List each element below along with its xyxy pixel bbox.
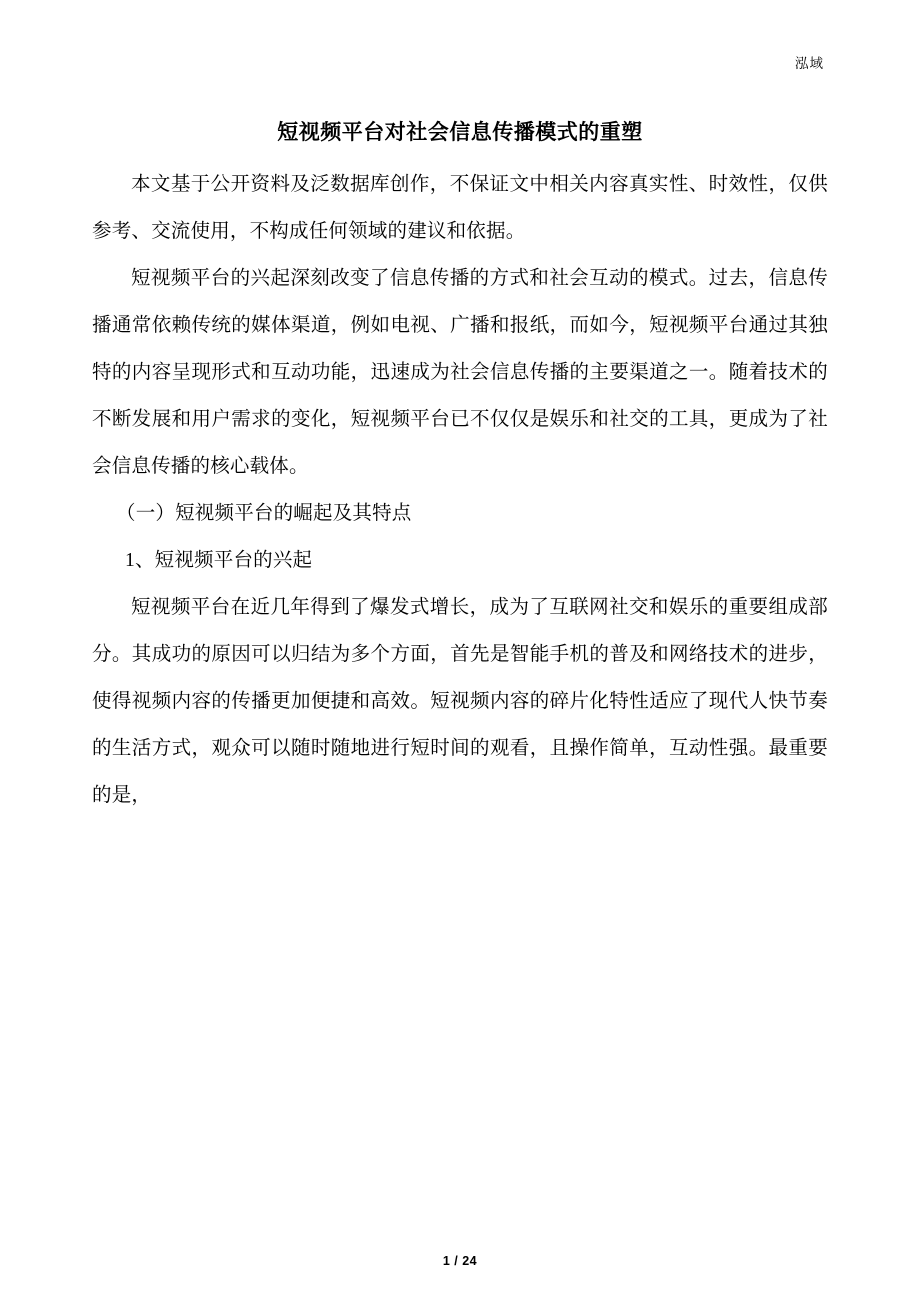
subsection-body-paragraph: 短视频平台在近几年得到了爆发式增长，成为了互联网社交和娱乐的重要组成部分。其成功的原因可以归结为多个方面，首先是智能手机的普及和网络技术的进步，使得视频内容的传播更加便捷和高效。短视频内容的碎片化特性适应了现代人快节奏的生活方式，观众可以随时随地进行短时间的观看，且操作简单，互动性强。最重要的是， [92, 597, 828, 807]
subsection-heading: 1、短视频平台的兴起 [125, 550, 313, 572]
section-heading: （一）短视频平台的崛起及其特点 [116, 503, 412, 525]
disclaimer-paragraph: 本文基于公开资料及泛数据库创作，不保证文中相关内容真实性、时效性，仅供参考、交流使用，不构成任何领域的建议和依据。 [92, 174, 828, 243]
page-number-footer: 1 / 24 [442, 1254, 478, 1268]
header-watermark: 泓域 [795, 56, 824, 71]
page-title: 短视频平台对社会信息传播模式的重塑 [277, 121, 643, 144]
intro-paragraph: 短视频平台的兴起深刻改变了信息传播的方式和社会互动的模式。过去，信息传播通常依赖传统的媒体渠道，例如电视、广播和报纸，而如今，短视频平台通过其独特的内容呈现形式和互动功能，迅速成为社会信息传播的主要渠道之一。随着技术的不断发展和用户需求的变化，短视频平台已不仅仅是娱乐和社交的工具，更成为了社会信息传播的核心载体。 [92, 268, 828, 478]
